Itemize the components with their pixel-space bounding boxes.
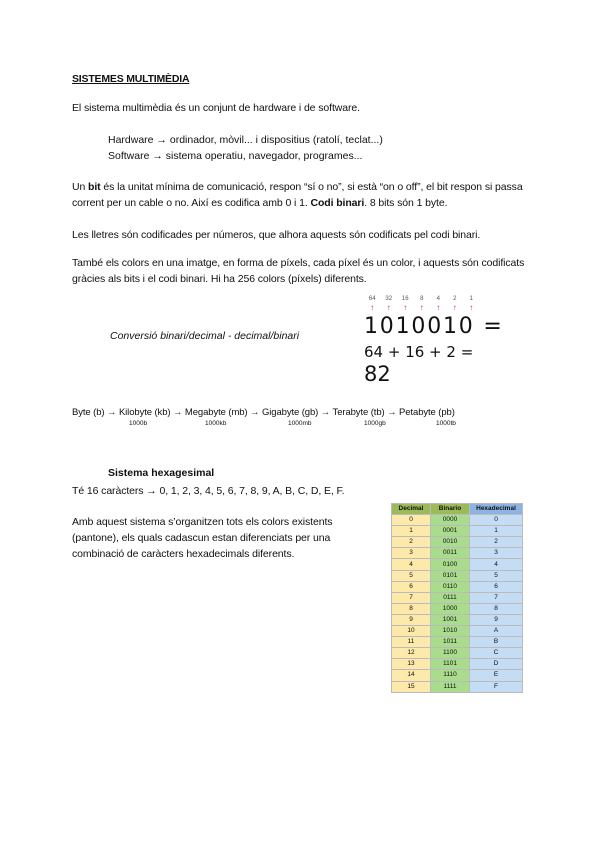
table-cell: 1000 <box>431 603 470 614</box>
table-cell: 1111 <box>431 681 470 692</box>
power-label: 32 <box>385 296 393 302</box>
table-row <box>392 603 523 614</box>
unit-sub: 1000b <box>129 420 148 427</box>
power-label: 4 <box>436 296 440 302</box>
table-cell: 15 <box>392 681 431 692</box>
down-arrows <box>364 304 480 312</box>
bit-term: bit <box>88 181 101 193</box>
table-cell: 6 <box>392 581 431 592</box>
table-cell: 10 <box>392 626 431 637</box>
table-cell: 0001 <box>431 526 470 537</box>
codi-binari-term: Codi binari <box>310 197 365 209</box>
table-cell: 0110 <box>431 581 470 592</box>
table-row <box>392 637 523 648</box>
table-row <box>392 570 523 581</box>
intro-paragraph: El sistema multimèdia és un conjunt de hardware i de software. <box>72 102 360 114</box>
bit-text-3: . 8 bits són 1 byte. <box>364 197 448 209</box>
hardware-line: Hardware → ordinador, mòvil... i dispositius (ratolí, teclat...) <box>108 134 383 146</box>
table-row <box>392 648 523 659</box>
table-cell: 8 <box>392 603 431 614</box>
table-cell: 5 <box>470 570 523 581</box>
table-cell: 13 <box>392 659 431 670</box>
power-label: 1 <box>469 296 473 302</box>
table-cell: 12 <box>392 648 431 659</box>
bit-text-1: Un <box>72 181 89 193</box>
table-row <box>392 670 523 681</box>
binary-number: 1010010 = <box>364 314 504 339</box>
table-cell: 2 <box>392 537 431 548</box>
table-cell: 0 <box>392 515 431 526</box>
down-arrow-icon: ↑ <box>452 303 457 312</box>
table-cell: 3 <box>392 548 431 559</box>
table-cell: F <box>470 681 523 692</box>
down-arrow-icon: ↑ <box>386 303 391 312</box>
table-row <box>392 614 523 625</box>
power-label: 2 <box>453 296 457 302</box>
table-cell: 4 <box>392 559 431 570</box>
column-header: Hexadecimal <box>470 504 523 515</box>
hex-table <box>391 503 523 693</box>
table-cell: 0011 <box>431 548 470 559</box>
table-cell: D <box>470 659 523 670</box>
table-row <box>392 548 523 559</box>
power-label: 16 <box>401 296 409 302</box>
table-cell: 0100 <box>431 559 470 570</box>
table-row <box>392 537 523 548</box>
table-cell: 1110 <box>431 670 470 681</box>
table-cell: E <box>470 670 523 681</box>
table-cell: 1 <box>392 526 431 537</box>
table-header-row <box>392 504 523 515</box>
decimal-result: 82 <box>364 362 391 386</box>
table-cell: 3 <box>470 548 523 559</box>
table-row <box>392 626 523 637</box>
colors-paragraph: També els colors en una imatge, en forma de píxels, cada píxel és un color, i aquests són codificats gràcies als bits i el codi binari. Hi ha 256 colors (píxels) diferents. <box>72 257 525 285</box>
table-cell: C <box>470 648 523 659</box>
binary-powers <box>364 296 504 302</box>
unit-sub: 1000tb <box>436 420 456 427</box>
down-arrow-icon: ↑ <box>370 303 375 312</box>
table-cell: B <box>470 637 523 648</box>
table-cell: 0111 <box>431 592 470 603</box>
conversion-label: Conversió binari/decimal - decimal/binari <box>110 330 300 342</box>
units-line: Byte (b) → Kilobyte (kb) → Megabyte (mb) → Gigabyte (gb) → Terabyte (tb) → Petabyte (pb) <box>72 407 455 418</box>
power-label: 64 <box>368 296 376 302</box>
bit-text-2: és la unitat mínima de comunicació, respon “sí o no”, si està “on o off”, el bit respon si passa corrent per un cable o no. Així es codifica amb 0 i 1. <box>72 181 523 209</box>
table-cell: 11 <box>392 637 431 648</box>
table-cell: 0010 <box>431 537 470 548</box>
table-cell: 5 <box>392 570 431 581</box>
table-row <box>392 681 523 692</box>
table-cell: 9 <box>392 614 431 625</box>
letters-paragraph: Les lletres són codificades per números, que alhora aquests són codificats pel codi binari. <box>72 229 481 241</box>
table-row <box>392 526 523 537</box>
table-cell: 8 <box>470 603 523 614</box>
down-arrow-icon: ↑ <box>403 303 408 312</box>
table-cell: 4 <box>470 559 523 570</box>
unit-sub: 1000kb <box>205 420 227 427</box>
unit-sub: 1000gb <box>364 420 386 427</box>
hex-paragraph: Amb aquest sistema s’organitzen tots els colors existents (pantone), els quals cadascun estan diferenciats per una combinació de caràcters hexadecimals diferents. <box>72 516 333 560</box>
table-cell: 2 <box>470 537 523 548</box>
table-cell: 0101 <box>431 570 470 581</box>
software-line: Software → sistema operatiu, navegador, programes... <box>108 150 363 162</box>
table-cell: 7 <box>392 592 431 603</box>
table-cell: 9 <box>470 614 523 625</box>
table-row <box>392 559 523 570</box>
table-cell: 0 <box>470 515 523 526</box>
table-cell: 6 <box>470 581 523 592</box>
hex-section-title: Sistema hexagesimal <box>108 467 215 479</box>
table-cell: A <box>470 626 523 637</box>
table-cell: 1101 <box>431 659 470 670</box>
table-cell: 1001 <box>431 614 470 625</box>
table-body <box>392 515 523 693</box>
table-cell: 0000 <box>431 515 470 526</box>
down-arrow-icon: ↑ <box>469 303 474 312</box>
table-cell: 1100 <box>431 648 470 659</box>
table-row <box>392 581 523 592</box>
table-cell: 1011 <box>431 637 470 648</box>
table-cell: 14 <box>392 670 431 681</box>
table-row <box>392 659 523 670</box>
unit-sub: 1000mb <box>288 420 312 427</box>
table-cell: 1 <box>470 526 523 537</box>
power-label: 8 <box>420 296 424 302</box>
down-arrow-icon: ↑ <box>419 303 424 312</box>
sum-line: 64 + 16 + 2 = <box>364 343 474 361</box>
hex-chars-line: Té 16 caràcters → 0, 1, 2, 3, 4, 5, 6, 7, 8, 9, A, B, C, D, E, F. <box>72 485 345 497</box>
column-header: Binario <box>431 504 470 515</box>
column-header: Decimal <box>392 504 431 515</box>
table-cell: 7 <box>470 592 523 603</box>
page-title: SISTEMES MULTIMÈDIA <box>72 73 190 85</box>
bit-paragraph <box>72 179 532 211</box>
table-cell: 1010 <box>431 626 470 637</box>
down-arrow-icon: ↑ <box>436 303 441 312</box>
table-row <box>392 592 523 603</box>
table-row <box>392 515 523 526</box>
